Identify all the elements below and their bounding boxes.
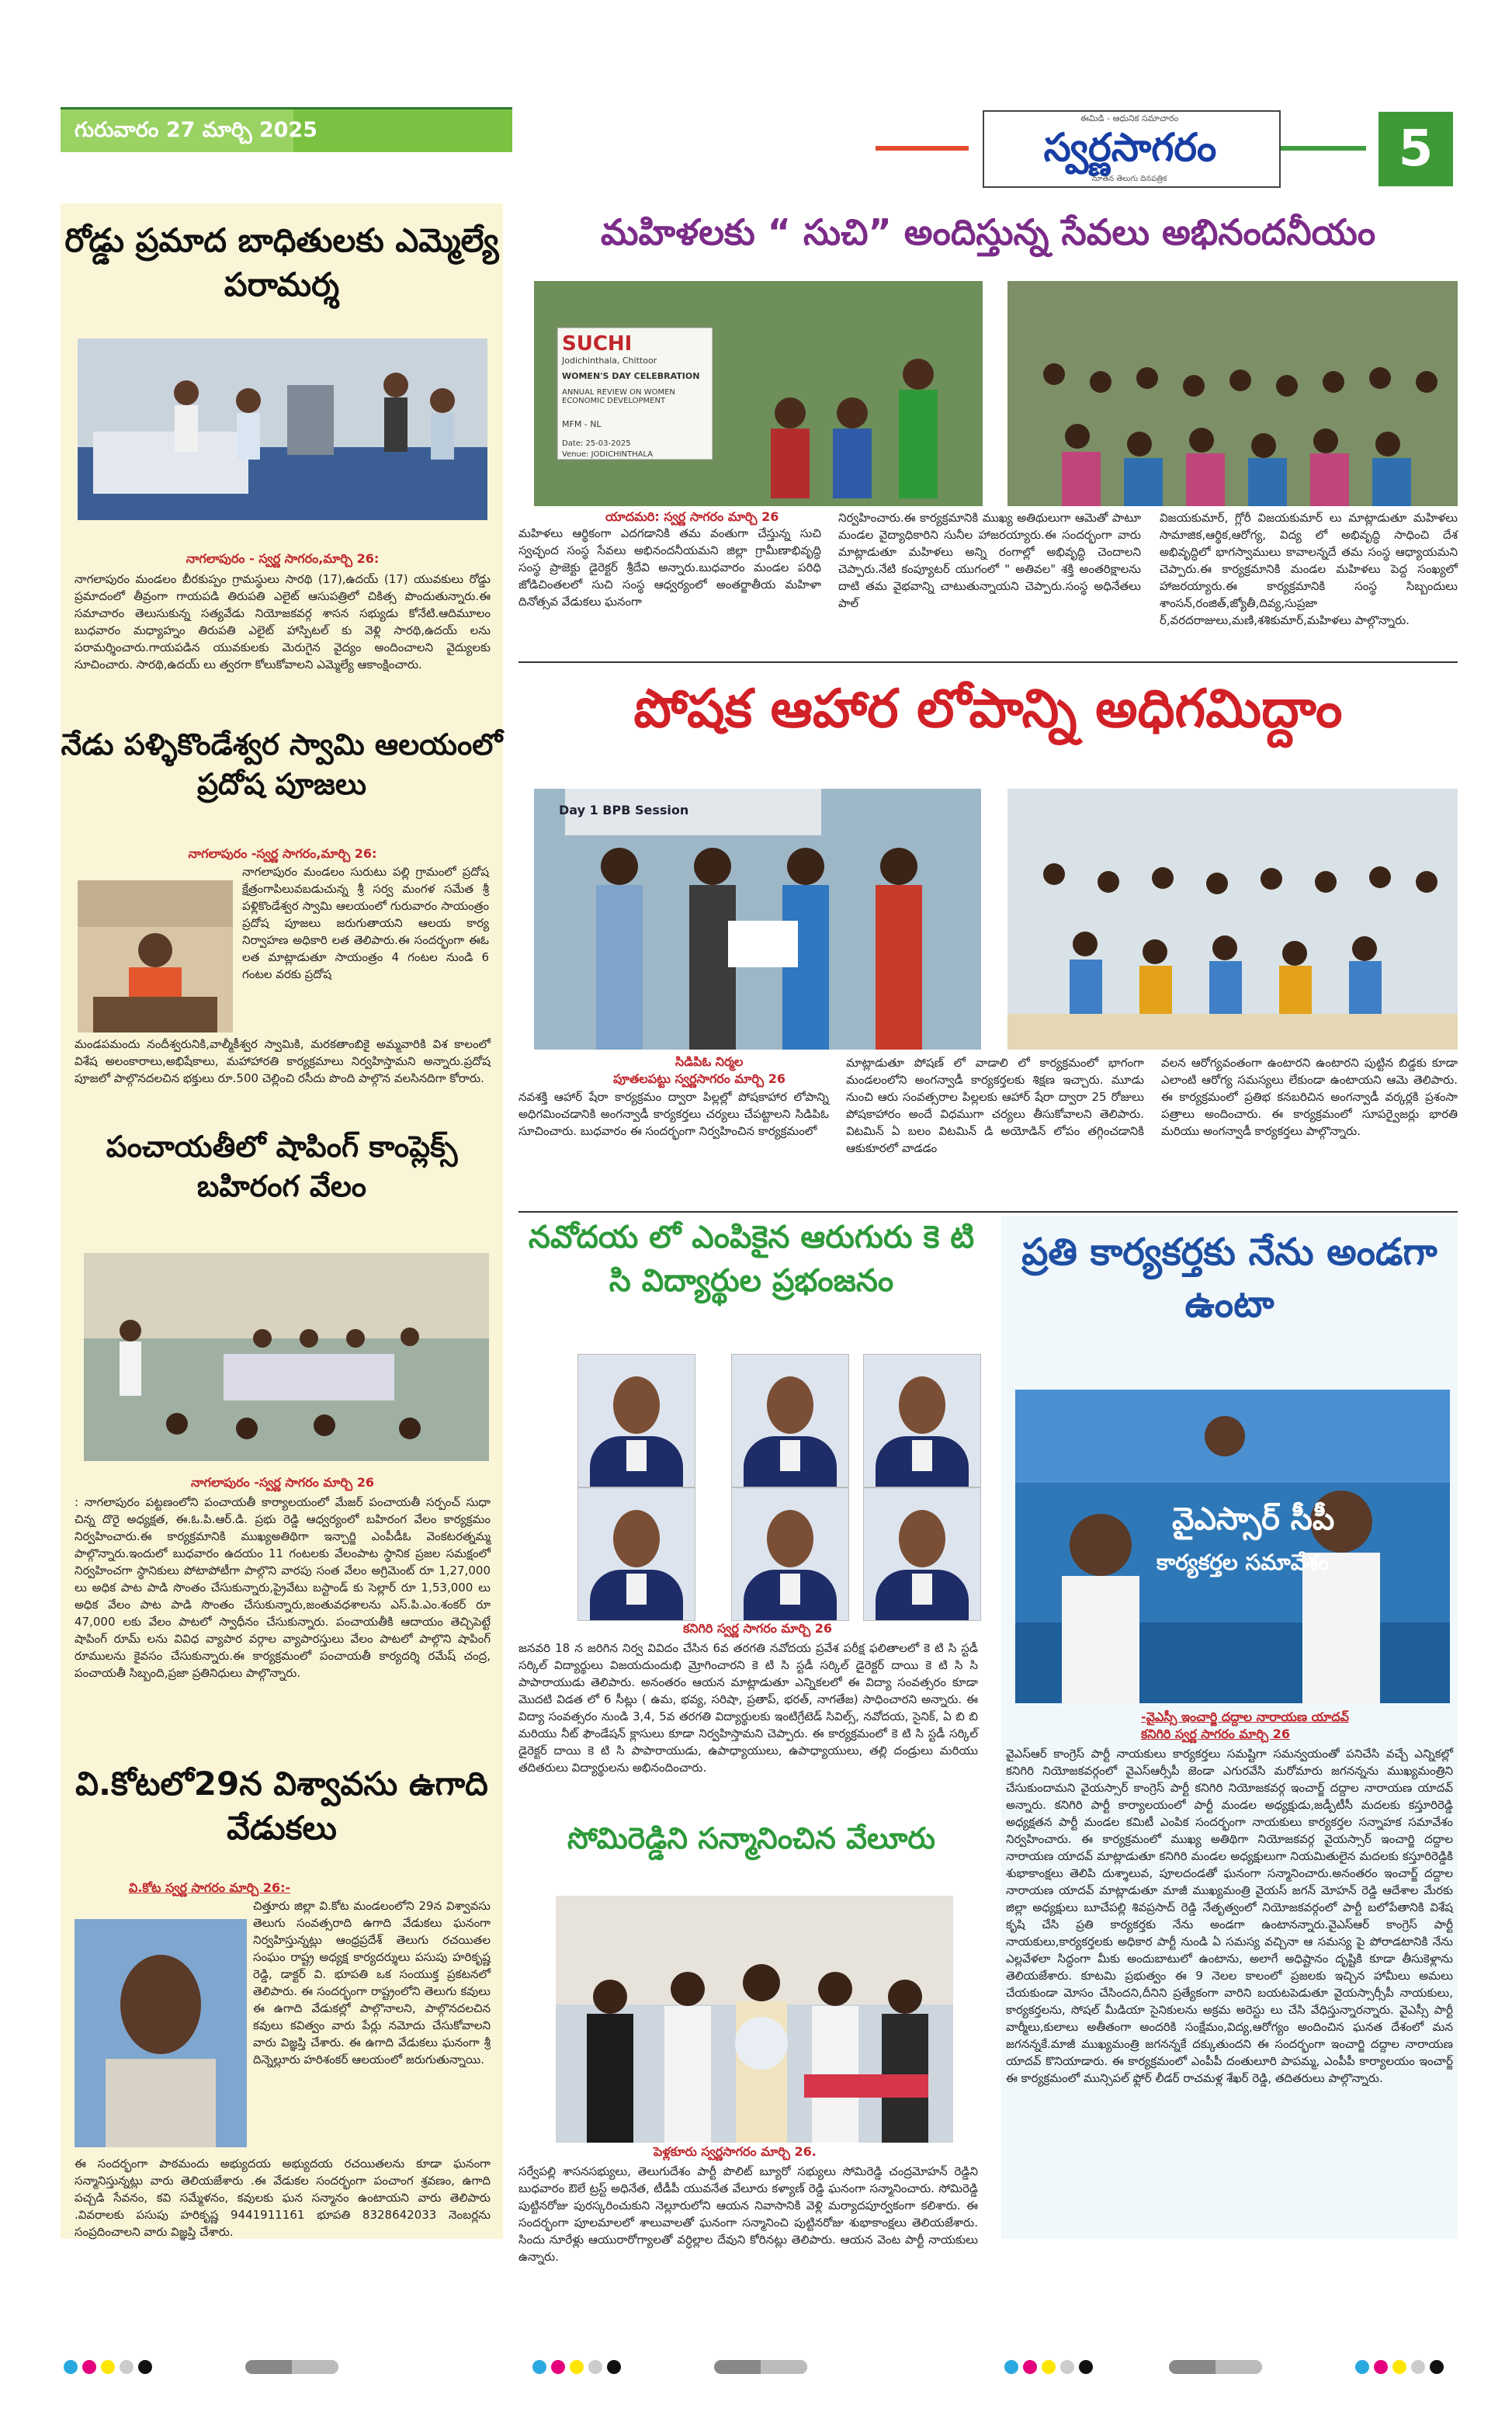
ysrcp-event-image	[1015, 1390, 1450, 1703]
story-body: మండపమందు నందీశ్వరునికి,వాల్మీకీశ్వర స్వామికి, మరకతాంబికై అమ్మవారికి విశ కాలంలో విశేష అలంకారాలు,అభిషేకాలు, మహాహారతి కార్యక్రమాలు నిర్వహిస్తామని అన్నారు.ప్రదోష పూజలో పాల్గొనదలచిన భక్తులు రూ.500 చెల్లించి రసీదు పొంది పాల్గొన వలసినదిగా కోరారు.	[75, 1037, 491, 1085]
hospital-photo	[78, 338, 487, 520]
speakers-image	[534, 281, 983, 506]
story-headline: సోమిరెడ్డిని సన్మానించిన వేలూరు	[567, 1821, 936, 1855]
masthead-tagline: ఈమిడి - ఆధునిక సమాచారం	[1080, 113, 1179, 123]
story-headline: నవోదయ లో ఎంపికైన ఆరుగురు కె టి సి విద్యార్థుల ప్రభంజనం	[528, 1220, 975, 1299]
anganwadi-training-photo	[1007, 789, 1458, 1050]
story-body: సర్వేపల్లి శాసనసభ్యులు, తెలుగుదేశం పార్టీ పొలిట్ బ్యూరో సభ్యులు సోమిరెడ్డి చంద్రమోహన్ రెడ్డిని బుధవారం ఔలే ట్రస్ట్ అధినేత, టీడీపీ యువనేత వేలూరు కళ్యాణ్ రెడ్డి ఘనంగా సన్మానించారు. సోమిరెడ్డి పుట్టినరోజు పురస్కరించుకుని నెల్లూరులోని ఆయన నివాసానికి వెళ్లి మర్యాదపూర్వకంగా కలిశారు. ఈ సందర్భంగా పూలమాలలో శాలువాలతో ఘనంగా సన్మానించి పుట్టినరోజు శుభాకాంక్షలు తెలియజేశారు. సిందు నూరేళ్లు ఆయురారోగ్యాలతో వర్ధిల్లాల దేవుని కోరినట్లు తెలిపారు. ఆయన వెంట పార్టీ నాయకులు ఉన్నారు.	[518, 2164, 978, 2264]
meeting-scene-image	[84, 1253, 489, 1461]
photo-caption: పెళ్లకూరు స్వర్ణసాగరం మార్చి 26.	[654, 2144, 817, 2159]
story-headline: ప్రతి కార్యకర్తకు నేను అండగా ఉంటా	[1021, 1230, 1437, 1327]
ysrcp-banner-title: వైఎస్సార్ సీపీ	[1172, 1501, 1335, 1537]
felicitation-photo	[556, 1896, 953, 2143]
story-body-side: నాగలాపురం మండలం సురుటు పల్లి గ్రామంలో ప్రదోష క్షేత్రంగాపిలువబడుచున్న శ్రీ సర్వ మంగళ సమేత శ్రీ పళ్లికొండేశ్వర స్వామి ఆలయంలో గురువారం సాయంత్రం ప్రదోష పూజలు జరుగుతాయని ఆలయ కార్య నిర్వాహణ అధికారి లత తెలిపారు.ఈ సందర్భంగా ఈఓ లత మాట్లాడుతూ సాయంత్రం 4 గంటల నుండి 6 గంటల వరకు ప్రదోష	[242, 865, 489, 981]
issue-date: గురువారం 27 మార్చి 2025	[75, 118, 318, 142]
header-rule	[61, 107, 512, 109]
felicitation-image	[556, 1896, 953, 2143]
photo-caption-dateline: కనిగిరి స్వర్ణ సాగరం మార్చి 26	[1141, 1727, 1290, 1741]
dateline: నాగలాపురం - స్వర్ణ సాగరం,మార్చి 26:	[186, 551, 380, 566]
award-photo	[534, 789, 981, 1050]
story-headline: మహిళలకు “ సుచి” అందిస్తున్న సేవలు అభినందనీయం	[600, 211, 1376, 253]
story-headline: పోషక ఆహార లోపాన్ని అధిగమిద్దాం	[633, 679, 1343, 740]
masthead-subtitle: నూతన తెలుగు దినపత్రిక	[1091, 175, 1167, 183]
portrait-image	[75, 1919, 247, 2147]
photo-caption: -వైఎస్సీ ఇంచార్జి దద్దాల నారాయణ యాదవ్	[1141, 1709, 1350, 1724]
women-audience-photo	[1007, 281, 1458, 506]
auction-meeting-photo	[84, 1253, 489, 1461]
student-photo	[577, 1487, 695, 1621]
masthead-logo: స్వర్ణసాగరం	[1043, 124, 1217, 170]
story-body-col1: నవశక్తి ఆహార్ షేరా కార్యక్రమం ద్వారా పిల్లల్లో పోషకాహార లోపాన్ని అధిగమించడానికి అంగన్వాడీ కార్యకర్తలు చర్యలు చేపట్టాలని సిడిపిఓ సూచించారు. బుధవారం ఈ సందర్భంగా నిర్వహించిన కార్యక్రమంలో	[518, 1090, 829, 1138]
story-headline: నేడు పళ్ళికొండేశ్వర స్వామి ఆలయంలో ప్రదోష పూజలు	[61, 727, 503, 802]
banner-event: WOMEN'S DAY CELEBRATION	[562, 371, 700, 381]
photo-caption: కనిగిరి స్వర్ణ సాగరం మార్చి 26	[683, 1621, 832, 1636]
story-body-col2: నిర్వహించారు.ఈ కార్యక్రమానికి ముఖ్య అతిథులుగా ఆమెతో పాటూ మండల వైద్యాధికారిని సునీల హాజరయ్యారు.ఈ సందర్భంగా వారు మాట్లాడుతూ మహిళలు అన్ని రంగాల్లో అభివృద్ధి చెందాలని చెప్పారు.నేటి కంప్యూటర్ యుగంలో " అతివల" శక్తి అంతరిక్షాలను దాటి తమ వైభవాన్ని చాటుతున్నాయని చెప్పారు.సంస్థ అధినేతలు పాల్	[838, 511, 1141, 610]
banner-subtitle: Jodichinthala, Chittoor	[562, 356, 657, 366]
story-headline: వి.కోటలో29న విశ్వావసు ఉగాది వేడుకలు	[75, 1765, 488, 1847]
story-body-col3: వలన ఆరోగ్యవంతంగా ఉంటారని ఉంటారని పుట్టిన బిడ్డకు కూడా ఎలాంటి ఆరోగ్య సమస్యలు లేకుండా ఉంటాయని ఆమె తెలిపారు. ఈ కార్యక్రమంలో ప్రతిభ కనబరిచిన అంగన్వాడీ వర్కర్లకి ప్రశంసా పత్రాలు అందించారు. ఈ కార్యక్రమంలో సూపర్వైజర్లు భారతి మరియు అంగన్వాడీ కార్యకర్తలు పాల్గొన్నారు.	[1161, 1056, 1458, 1138]
office-scene-image	[78, 880, 233, 1033]
ysrcp-banner-photo	[1015, 1390, 1450, 1703]
page-number: 5	[1378, 112, 1453, 186]
priest-office-photo	[78, 880, 233, 1033]
photo-banner-text: Day 1 BPB Session	[559, 803, 689, 817]
header-green-rule	[1281, 146, 1366, 151]
banner-line: ANNUAL REVIEW ON WOMEN ECONOMIC DEVELOPMENT	[562, 388, 675, 405]
author-portrait-photo	[75, 1919, 247, 2147]
training-class-image	[1007, 789, 1458, 1050]
dateline: నాగలాపురం -స్వర్ణ సాగరం,మార్చి 26:	[188, 846, 377, 861]
ysrcp-banner-subtitle: కార్యకర్తల సమావేశం	[1157, 1550, 1330, 1575]
story-body: వైఎస్ఆర్ కాంగ్రెస్ పార్టీ నాయకులు కార్యకర్తలు సమష్టిగా సమన్వయంతో పనిచేసి వచ్చే ఎన్నికల్లో కనిగిరి నియోజకవర్గంలో వైఎస్ఆర్సీపీ జెండా ఎగురవేసి మరోమారు జగనన్నను ముఖ్యమంత్రిని చేసుకుందామని వైయస్సార్ కాంగ్రెస్ పార్టీ కనిగిరి నియోజకవర్గ ఇంచార్జ్ దద్దాల నారాయణ యాదవ్ అన్నారు. కనిగిరి పార్టీ కార్యాలయంలో పార్టీ మండల అధ్యక్షుడు,జడ్పీటీసీ మదలకు కస్తూరిరెడ్డి అధ్యక్షతన పార్టీ మండల కమిటీ ఎంపిక సందర్భంగా నాయకులు కార్యకర్తల సన్నాహక సమావేశం నిర్వహించారు. ఈ కార్యక్రమంలో ముఖ్య అతిథిగా నియోజకవర్గ వైయస్సార్ ఇంచార్జి దద్దాల నారాయణ యాదవ్ మాట్లాడుతూ కనిగిరి మండల అధ్యక్షులుగా నియమితులైన మదలకు కస్తూరిరెడ్డికి శుభాకాంక్షలు తెలిపి దుశ్శాలువ, పూలదండతో ఘనంగా సన్మానించారు.అనంతరం ఇంచార్జ్ దద్దాల నారాయణ యాదవ్ మాట్లాడుతూ మాజీ ముఖ్యమంత్రి వైయస్ జగన్ మోహన్ రెడ్డి ఆదేశాల మేరకు జిల్లా అధ్యక్షులు బూచేపల్లి శివప్రసాద్ రెడ్డి నేతృత్వంలో నియోజకవర్గంలో పార్టీ బలోపేతానికి విశేష కృషి చేసి ప్రతి కార్యకర్తకు నేను అండగా ఉంటానన్నారు.వైఎస్ఆర్ కాంగ్రెస్ పార్టీ నాయకులు,కార్యకర్తలకు అధికార పార్టీ నుండి ఏ సమస్య వచ్చినా ఆ సమస్య పై పోరాడటానికి నేను ఎల్లవేళలా సిద్ధంగా మీకు అందుబాటులో ఉంటాను, అలాగే అధిష్టానం దృష్టికి కూడా తీసుకెళ్లాను తెలియజేశారు. కూటమి ప్రభుత్వం ఈ 9 నెలల కాలంలో ప్రజలకు ఇచ్చిన హామీలు అమలు చేయకుండా మోసం చేసిందని,దీనిని ప్రత్యేకంగా వారిని బయటపెడుతూ వైయస్సార్సీపీ నాయకులు, కార్యకర్తలను, సోషల్ మీడియా సైనికులను అక్రమ అరెస్టు లు చేసి వేధిస్తున్నారన్నారు. వైఎస్సీ పార్టీ వార్మీలు,కులాలు అతీతంగా అందరికి సంక్షేమం,విద్య,ఆరోగ్యం అందించిన ఘనత దేశంలో మన జగనన్నకే.మాజీ ముఖ్యమంత్రి జగనన్నకే దక్కుతుందని ఈ సందర్భంగా ఇంచార్జి దద్దాల నారాయణ యాదవ్ కొనియాడారు. ఈ కార్యక్రమంలో ఎంపీపీ దంతులూరి పాపమ్మ, ఎంపీపీ కార్యాలయం ఇంచార్జ్ ఈ కార్యక్రమంలో మున్సిపల్ ఫ్లోర్ లీడర్ రాచమళ్ల శేఖర్ రెడ్డి, తదితరులు పాల్గొన్నారు.	[1006, 1747, 1453, 2085]
story-body: నాగలాపురం మండలం బీరకుప్పం గ్రామస్థులు సారథి (17),ఉదయ్ (17) యువకులు రోడ్డు ప్రమాదంలో తీవ్రంగా గాయపడి తిరుపతి ఎలైట్ ఆసుపత్రిలో చికిత్స పొందుతున్నారు.ఈ సమాచారం తెలుసుకున్న సత్యవేడు నియోజకవర్గ శాసన సభ్యుడు కోనేటి.ఆదిమూలం బుధవారం మధ్యాహ్నం తిరుపతి ఎలైట్ హాస్పిటల్ కు వెళ్లి సారథి,ఉదయ్ లను పరామర్శించారు.గాయపడిన యువకులకు మెరుగైన వైద్యం అందించాలని వైద్యులకు సూచించారు. సారథి,ఉదయ్ లు త్వరగా కోలుకోవాలని ఎమ్మెల్యే ఆకాంక్షించారు.	[75, 572, 491, 672]
student-photo	[863, 1354, 981, 1487]
hospital-scene-image	[78, 338, 487, 520]
dateline: వి.కోట స్వర్ణ సాగరం మార్చి 26:-	[128, 1880, 291, 1895]
banner-title: SUCHI	[562, 332, 633, 356]
story-body: జనవరి 18 న జరిగిన నిర్వ వివిదం చేసిన 6వ తరగతి నవోదయ ప్రవేశ పరీక్ష ఫలితాలలో కె టి సి స్టడీ సర్కిల్ విద్యార్థులు విజయదుందుభి మ్రోగించారని కె టి సి స్టడీ సర్కిల్ డైరెక్టర్ దాయి కె టి సి సి పాపారాయుడు తెలిపారు. అనంతరం ఆయన మాట్లాడుతూ ఎన్నికలలో ఈ విద్యా సంవత్సరం కూడా మొదటి విడత లో 6 సీట్లు ( ఉమ, భవ్య, సరిషా, ప్రతాప్, భరత్, నాగతేజ) సాధించారని అన్నారు. ఈ విద్యా సంవత్సరం నుండి 3,4, 5వ తరగతి విద్యార్థులకు ఇంటిగ్రేటెడ్ సివిల్స్, నవోదయ, సైనిక్, ఏ బి బి మరియు నీట్ ఫౌండేషన్ క్లాసులు కూడా నిర్వహిస్తామని చెప్పారు. ఈ కార్యక్రమంలో కె టి సి స్టడీ సర్కిల్ డైరెక్టర్ దాయి కె టి సి పాపారాయుడు, ఉపాధ్యాయులు, ఉపాధ్యాయులు, తల్లి దండ్రులు మరియు తదితరులు విద్యార్థులను అభినందించారు.	[518, 1641, 978, 1775]
section-divider	[518, 1211, 1458, 1213]
student-photo	[731, 1487, 849, 1621]
story-headline: రోడ్డు ప్రమాద బాధితులకు ఎమ్మెల్యే పరామర్శ	[64, 221, 499, 304]
award-ceremony-image	[534, 789, 981, 1050]
section-divider	[518, 661, 1458, 663]
story-body-side: చిత్తూరు జిల్లా వి.కోట మండలంలోని 29న విశ్వావసు తెలుగు సంవత్సరాది ఉగాది వేడుకలు ఘనంగా నిర్వహిస్తున్నట్లు ఆంధ్రప్రదేశ్ తెలుగు రచయితల సంఘం రాష్ట్ర అధ్యక్ష కార్యదర్శులు పసుపు హరికృష్ణ రెడ్డి, డాక్టర్ వి. భూపతి ఒక సంయుక్త ప్రకటనలో తెలిపారు. ఈ సందర్భంగా రాష్ట్రంలోని తెలుగు కవులు ఈ ఉగాది వేడుకల్లో పాల్గొనాలని, పాల్గొనదలచిన కవులు కవిత్వం వారు పేర్లు నమోదు చేసుకోవాలని వారు విజ్ఞప్తి చేశారు. ఈ ఉగాది వేడుకలు ఘనంగా శ్రీ దిన్నెల్లూరు హరిశంకర్ ఆలయంలో జరుగుతున్నాయి.	[253, 1899, 491, 2067]
student-photo	[731, 1354, 849, 1487]
story-body: ఈ సందర్భంగా పాఠమందు అభ్యుదయ అభ్యుదయ రచయితలను కూడా ఘనంగా సన్మానిస్తున్నట్లు వారు తెలియజేశారు .ఈ వేడుకల సందర్భంగా పంచాంగ శ్రవణం, ఉగాది పచ్చడి సేవనం, కవి సమ్మేళనం, కవులకు ఘన సన్మానం ఉంటాయని వారు తెలిపారు .వివరాలకు పసుపు హరికృష్ణ 9441911161 భూపతి 8328642033 నెంబర్లను సంప్రదించాలని వారు విజ్ఞప్తి చేశారు.	[75, 2157, 491, 2239]
photo-caption-dateline: పూతలపట్టు స్వర్ణసాగరం మార్చి 26	[613, 1071, 786, 1086]
student-photo	[863, 1487, 981, 1621]
student-photo	[577, 1354, 695, 1487]
audience-image	[1007, 281, 1458, 506]
photo-caption: సిడిపిఓ నిర్మల	[675, 1054, 744, 1069]
banner-venue: Venue: JODICHINTHALA	[562, 450, 654, 459]
story-body-col2: మాట్లాడుతూ పోషణ్ లో వాడాలి లో కార్యక్రమంలో భాగంగా మండలంలోని అంగన్వాడీ కార్యకర్తలకు శిక్షణ ఇచ్చారు. మూడు నుంచి ఆరు సంవత్సరాల పిల్లలకు ఆహార్ షేరా ద్వారా 25 రోజులు పోషకాహారం అందే విధముగా చర్యలు తీసుకోవాలని తెలిపారు. విటమిన్ ఏ బలం విటమిన్ డి అయోడిన్ లోపం తగ్గించడానికి ఆకుకూరలో వాడడం	[846, 1056, 1144, 1155]
story-body: : నాగలాపురం పట్టణంలోని పంచాయతీ కార్యాలయంలో మేజర్ పంచాయతీ సర్పంచ్ సుధా చిన్న దొరై అధ్యక్షత, ఈ.ఓ.పి.ఆర్.డి. ప్రభు రెడ్డి ఆధ్వర్యంలో బహిరంగ వేలం కార్యక్రమం నిర్వహించారు.ఈ కార్యక్రమానికి ముఖ్యఅతిథిగా ఇన్చార్జి ఎంపీడీఓ వెంకటరత్నమ్మ పాల్గొన్నారు.ఇందులో బుధవారం ఉదయం 11 గంటలకు వేలంపాట స్థానిక ప్రజల సమక్షంలో నిర్వహించగా స్థానికులు పోటాపోటీగా పాల్గొని వారపు సంత వేలం అగ్రిమెంట్ రూ 1,27,000 లు అధిక పాట పాడి సొంతం చేసుకున్నారు,ప్రైవేటు బస్టాండ్ కు సెల్లార్ రూ 1,53,000 లు అధిక వేలం పాట పాడి సొంతం చేసుకున్నారు,జంతువధశాలను ఎస్.పి.ఎం.శంకర్ రూ 47,000 లకు వేలం పాటలో స్వాధీనం చేసుకున్నారు. పంచాయతీకి ఆదాయం తెచ్చిపెట్టే షాపింగ్ రూమ్ లను వివిధ వ్యాపార వర్గాల వ్యాపారస్తులు వేలం పాటలో పాల్గొని షాపింగ్ రూములను కైవసం చేసుకున్నారు.ఈ కార్యక్రమంలో పంచాయతీ కార్యదర్శి రమేష్ చంద్ర, పంచాయతీ సిబ్బంది,ప్రజా ప్రతినిధులు పాల్గొన్నారు.	[75, 1495, 491, 1680]
photo-caption: యాదమరి: స్వర్ణ సాగరం మార్చి 26	[605, 509, 779, 524]
dateline: నాగలాపురం -స్వర్ణ సాగరం మార్చి 26	[191, 1475, 374, 1490]
story-body-col1: మహిళలు ఆర్థికంగా ఎదగడానికి తమ వంతుగా చేస్తున్న సుచి స్వచ్ఛంద సంస్థ సేవలు అభినందనీయమని జిల్లా గ్రామీణాభివృద్ధి సంస్థ ప్రాజెక్టు డైరెక్టర్ శ్రీదేవి అన్నారు.బుధవారం మండల పరిధి జోడిచింతలలో సుచి సంస్థ ఆధ్వర్యంలో అంతర్జాతీయ మహిళా దినోత్సవ వేడుకలు ఘనంగా	[518, 526, 821, 609]
banner-mfm: MFM - NL	[562, 419, 602, 429]
banner-date: Date: 25-03-2025	[562, 439, 631, 448]
story-body-col3: విజయకుమార్, గ్లోరీ విజయకుమార్ లు మాట్లాడుతూ మహిళలు సామాజిక,ఆర్థిక,ఆరోగ్య, విద్య లో అభివృద్ధి సాధించి దేశ అభివృద్ధిలో భాగస్వాములు కావాలన్నదే తమ సంస్థ ఆధ్యాయమని చెప్పారు.ఈ కార్యక్రమానికి మండల మహిళలు పెద్ద సంఖ్యలో హాజరయ్యారు.ఈ కార్యక్రమానికి సంస్థ సిబ్బందులు శాంసన్,రంజిత్,జ్యోతీ,దివ్య,సుప్రజా ర్,వరదరాజులు,మణి,శశికుమార్,మహిళలు పాల్గొన్నారు.	[1160, 511, 1458, 627]
header-red-rule	[876, 146, 969, 151]
story-headline: పంచాయతీలో షాపింగ్ కాంప్లెక్స్ బహిరంగ వేలం	[106, 1130, 458, 1204]
